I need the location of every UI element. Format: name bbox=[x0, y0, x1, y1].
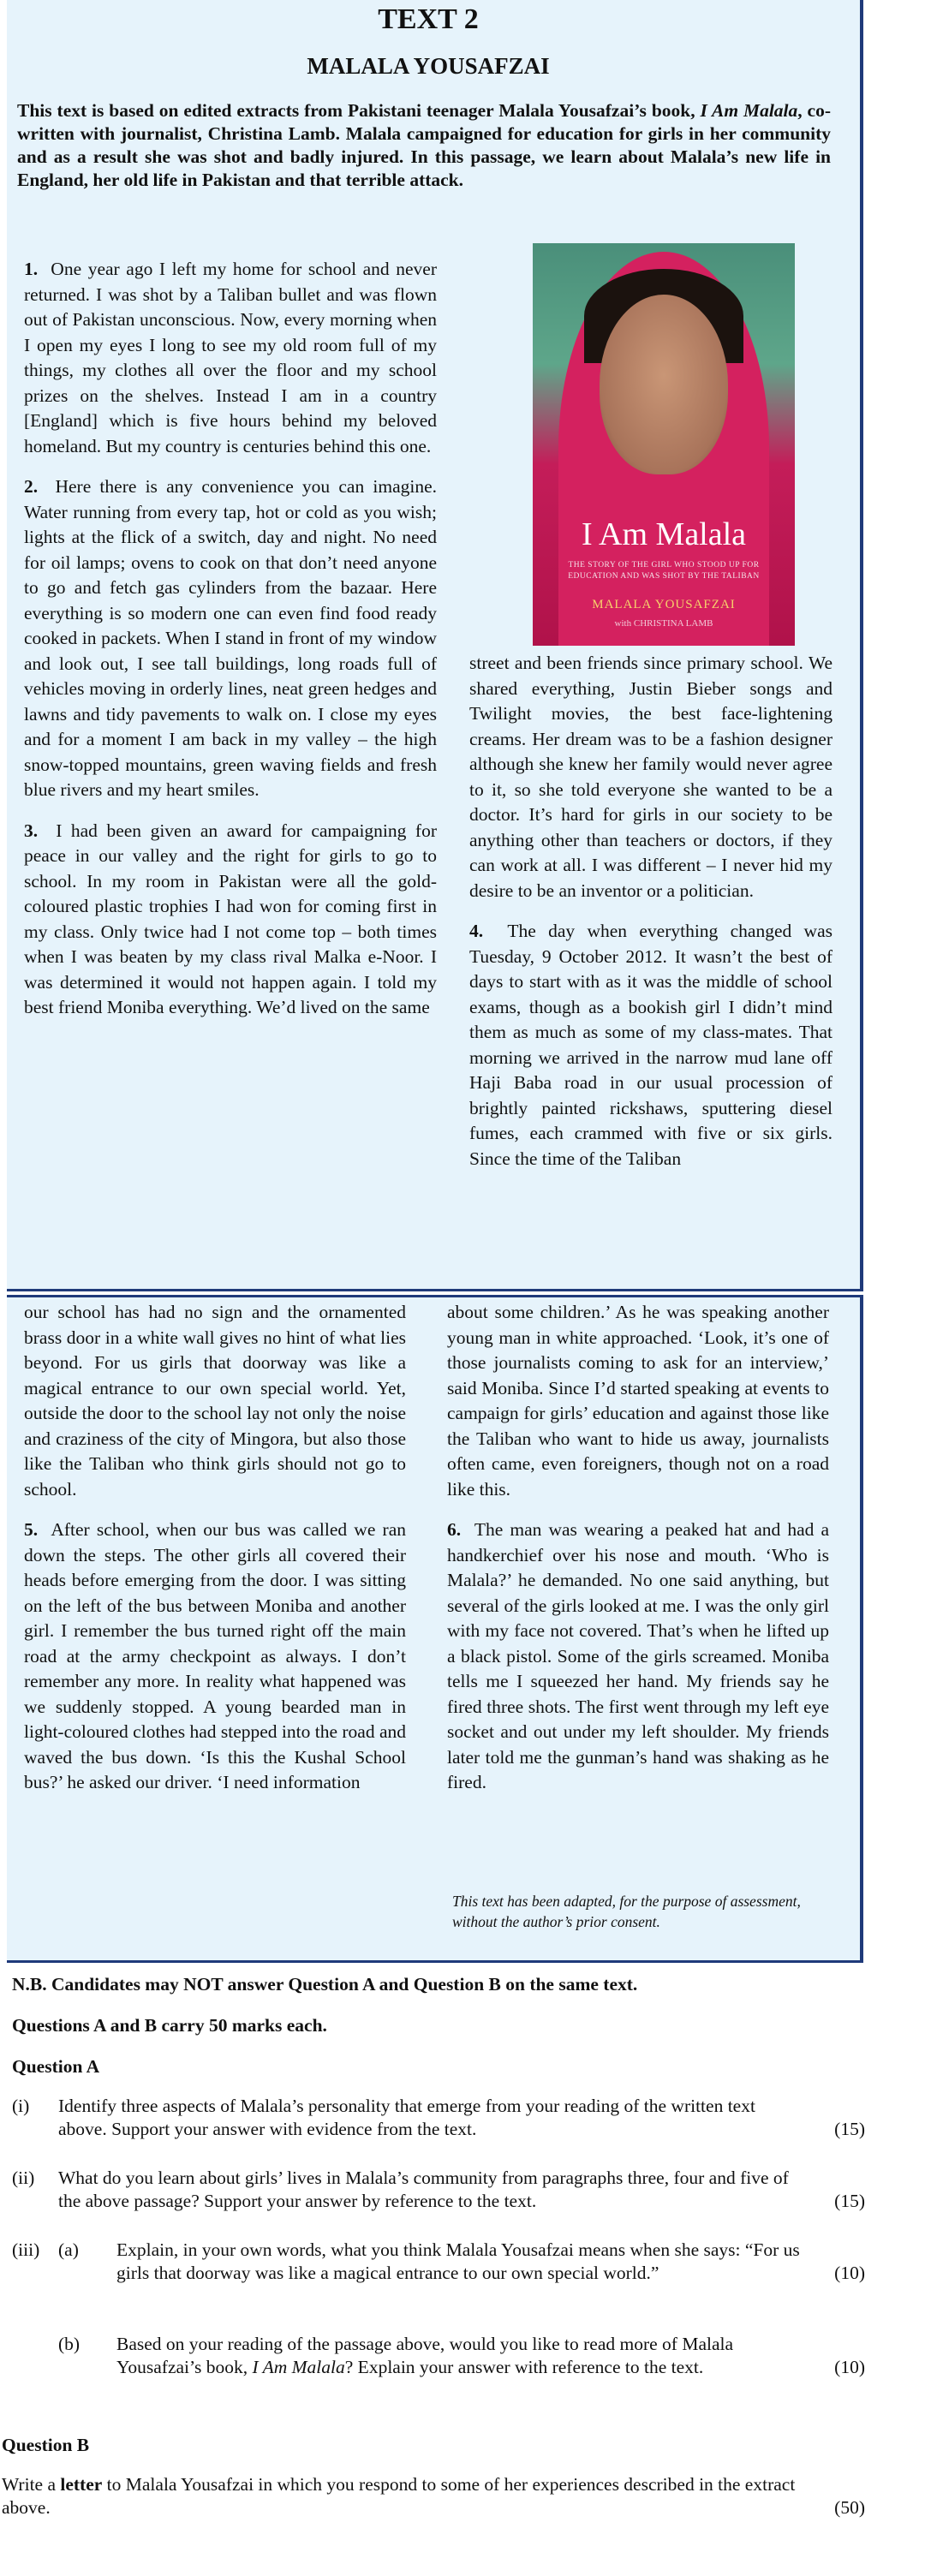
text-label: TEXT 2 bbox=[378, 3, 479, 35]
question-ii-marks: (15) bbox=[834, 2191, 865, 2211]
adaptation-credit: This text has been adapted, for the purpose of assessment, without the author’s prior consent. bbox=[452, 1893, 801, 1930]
paragraph-number: 5. bbox=[24, 1519, 39, 1540]
marks-note: Questions A and B carry 50 marks each. bbox=[12, 2015, 327, 2036]
paragraph-text: The man was wearing a peaked hat and had a handkerchief over his nose and mouth. ‘Who is Malala?’ he demanded. No one said anything, but several of the girls looked at me. I was the only girl with my face not covered. That’s when he lifted up a black pistol. Some of the girls screamed. Moniba tells me I squeezed her hand. My friends say he fired three shots. The first went through my left eye socket and out under my left shoulder. My friends later told me the gunman’s hand was shaking as he fired. bbox=[447, 1519, 829, 1792]
paragraph-text: street and been friends since primary school. We shared everything, Justin Bieber songs and Twilight movies, the best face-lightening creams. Her dream was to be a fashion designer although she knew her family would never agree to it, so she told everyone she wanted to be a doctor. It’s hard for girls in our society to be anything other than teachers or doctors, if they can work at all. I was different – I never hid my desire to be an inventor or a politician. bbox=[469, 653, 832, 901]
question-b bbox=[2, 2473, 865, 2519]
paragraph-6 bbox=[447, 1518, 829, 1796]
question-a-heading: Question A bbox=[12, 2056, 100, 2077]
cover-coauthor: with CHRISTINA LAMB bbox=[614, 618, 713, 629]
paragraph-text: The day when everything changed was Tuesday, 9 October 2012. It wasn’t the best of days to start with as it was the middle of school exams, though as a bookish girl I didn’t mind them as much as some of my class-mates. That morning we arrived in the narrow mud lane off Haji Baba road in our usual procession of brightly painted rickshaws, sputtering diesel fumes, each crammed with five or six girls. Since the time of the Taliban bbox=[469, 921, 832, 1169]
paragraph-5 bbox=[24, 1518, 406, 1796]
paragraph-number: 6. bbox=[447, 1519, 462, 1540]
question-b-keyword: letter bbox=[60, 2474, 103, 2495]
left-column-bottom bbox=[24, 1300, 406, 1811]
paragraph-3 bbox=[24, 819, 437, 1021]
question-iiib-text: Based on your reading of the passage above, would you like to read more of Malala Yousafzai’s book, bbox=[116, 2334, 734, 2377]
question-i-text: Identify three aspects of Malala’s personality that emerge from your reading of the written text above. Support your answer with evidence from the text. bbox=[58, 2096, 755, 2139]
paragraph-4-continued bbox=[24, 1300, 406, 1502]
paragraph-text: I had been given an award for campaigning for peace in our valley and the right for girls to go to school. In my room in Pakistan were all the gold-coloured plastic trophies I had won for coming first in my class. Only twice had I not come top – both times when I was beaten by my class rival Malka e-Noor. I was determined it would not happen again. I told my best friend Moniba everything. We’d lived on the same bbox=[24, 820, 437, 1017]
question-b-heading: Question B bbox=[2, 2435, 90, 2455]
paragraph-text: our school has had no sign and the ornamented brass door in a white wall gives no hint of what lies beyond. For us girls that doorway was like a magical entrance to our own special world. Yet, outside the door to the school lay not only the noise and craziness of the city of Mingora, but also those like the Taliban who think girls should not go to school. bbox=[24, 1302, 406, 1500]
question-iiia-text: Explain, in your own words, what you think Malala Yousafzai means when she says: “For us girls that doorway was like a magical entrance to our own special world.” bbox=[116, 2239, 800, 2283]
cover-subtitle: THE STORY OF THE GIRL WHO STOOD UP FOR EDUCATION AND WAS SHOT BY THE TALIBAN bbox=[568, 561, 760, 581]
paragraph-number: 4. bbox=[469, 921, 484, 941]
paragraph-text: One year ago I left my home for school and never returned. I was shot by a Taliban bullet and was flown out of Pakistan unconscious. Now, every morning when I open my eyes I long to see my old room full of my things, my clothes all over the floor and my school prizes on the shelves. Instead I am in a country [England] which is five hours behind my beloved homeland. But my country is centuries behind this one. bbox=[24, 259, 437, 456]
question-ii bbox=[58, 2167, 865, 2213]
right-column-bottom bbox=[447, 1300, 829, 1811]
left-column-top bbox=[24, 257, 437, 1036]
paragraph-1 bbox=[24, 257, 437, 459]
cover-author: MALALA YOUSAFZAI bbox=[592, 598, 736, 611]
intro-part1: This text is based on edited extracts from Pakistani teenager Malala Yousafzai’s book, bbox=[17, 100, 701, 121]
paragraph-number: 2. bbox=[24, 476, 39, 497]
book-cover-image bbox=[533, 243, 795, 646]
nb-notice: N.B. Candidates may NOT answer Question A and Question B on the same text. bbox=[12, 1974, 638, 1995]
question-i bbox=[58, 2095, 865, 2141]
paragraph-text: Here there is any convenience you can imagine. Water running from every tap, hot or cold as you wish; lights at the flick of a switch, day and night. No need for oil lamps; ovens to cook on that don’t need anyone to go and fetch gas cylinders from the bazaar. Here everything is so modern one can even find food ready cooked in packets. When I stand in front of my window and look out, I see tall buildings, long roads full of vehicles moving in orderly lines, neat green hedges and lawns and tidy pavements to walk on. I close my eyes and for a moment I am back in my valley – the high snow-topped mountains, green waving fields and fresh blue rivers and my heart smiles. bbox=[24, 476, 438, 800]
question-b-text: Write a bbox=[2, 2474, 61, 2495]
right-column-top bbox=[469, 651, 832, 1187]
intro-part2: , co-written with journalist, Christina Lamb. Malala campaigned for education for girls in her community and as a result she was shot and badly injured. In this passage, we learn about Malala’s new life in England, her old life in Pakistan and that terrible attack. bbox=[17, 100, 831, 190]
paragraph-5-continued bbox=[447, 1300, 829, 1502]
question-i-marks: (15) bbox=[834, 2119, 865, 2139]
question-iiib-marks: (10) bbox=[834, 2357, 865, 2377]
question-iiia-marks: (10) bbox=[834, 2263, 865, 2283]
question-iiia bbox=[116, 2239, 865, 2285]
paragraph-text: After school, when our bus was called we ran down the steps. The other girls all covered their heads before emerging from the door. I was sitting on the left of the bus between Moniba and another girl. I remember the bus turned right off the main road at the army checkpoint as always. I don’t remember any more. In reality what happened was we suddenly stopped. A young bearded man in light-coloured clothes had stepped into the road and waved the bus down. ‘Is this the Kushal School bus?’ he asked our driver. ‘I need information bbox=[24, 1519, 406, 1792]
paragraph-number: 3. bbox=[24, 820, 39, 841]
paragraph-4 bbox=[469, 919, 832, 1172]
question-iiib-number: (b) bbox=[58, 2334, 81, 2354]
question-iiib bbox=[116, 2333, 865, 2379]
question-ii-text: What do you learn about girls’ lives in Malala’s community from paragraphs three, four and five of the above passage? Support your answer by reference to the text. bbox=[58, 2168, 789, 2211]
question-b-marks: (50) bbox=[834, 2497, 865, 2518]
question-b-text-end: to Malala Yousafzai in which you respond to some of her experiences described in the extract above. bbox=[2, 2474, 796, 2518]
question-iiib-book-title: I Am Malala bbox=[252, 2357, 345, 2377]
paragraph-2 bbox=[24, 474, 437, 803]
text-subject-title: MALALA YOUSAFZAI bbox=[307, 53, 550, 79]
question-i-number: (i) bbox=[12, 2096, 30, 2116]
question-iiia-number: (a) bbox=[58, 2239, 79, 2260]
question-iii-number: (iii) bbox=[12, 2239, 40, 2260]
paragraph-number: 1. bbox=[24, 259, 39, 279]
question-iiib-text-end: ? Explain your answer with reference to the text. bbox=[344, 2357, 704, 2377]
cover-face bbox=[600, 295, 728, 474]
intro-book-title: I Am Malala bbox=[700, 100, 798, 121]
question-ii-number: (ii) bbox=[12, 2168, 35, 2188]
paragraph-text: about some children.’ As he was speaking another young man in white approached. ‘Look, it’s one of those journalists coming to ask for an interview,’ said Moniba. Since I’d started speaking at events to campaign for girls’ education and against those like the Taliban who want to hide us away, journalists often came, even foreigners, though not on a road like this. bbox=[447, 1302, 829, 1500]
cover-title: I Am Malala bbox=[581, 516, 747, 552]
paragraph-3-continued bbox=[469, 651, 832, 903]
intro-paragraph bbox=[17, 99, 831, 192]
